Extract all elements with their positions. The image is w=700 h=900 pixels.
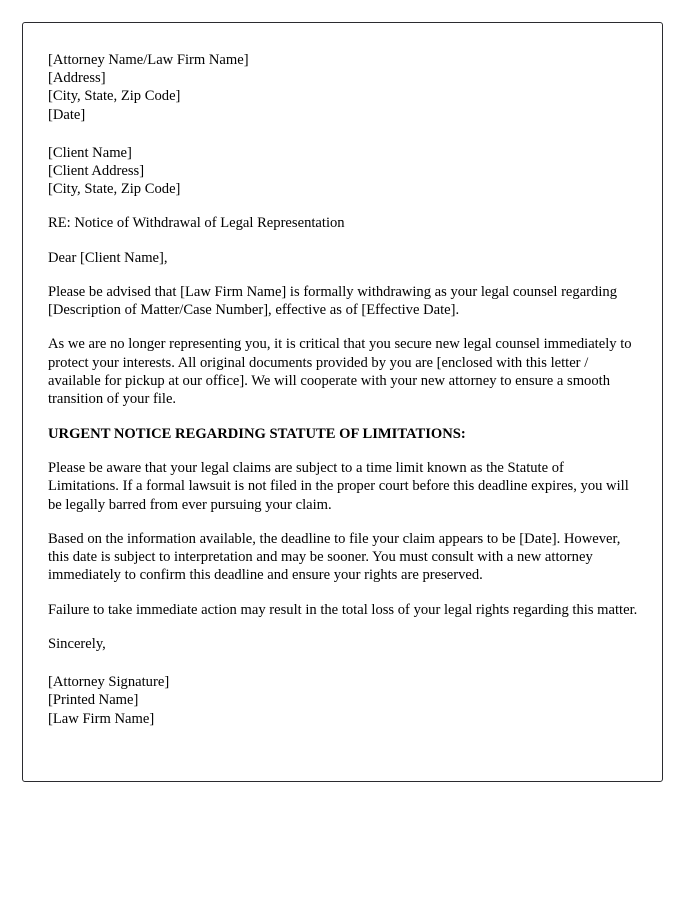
- recipient-line-name: [Client Name]: [48, 144, 132, 161]
- sender-line-city-state-zip: [City, State, Zip Code]: [48, 88, 181, 105]
- sender-line-address: [Address]: [48, 70, 106, 87]
- signature-block: [48, 673, 638, 728]
- closing-salutation: Sincerely,: [48, 635, 106, 652]
- sender-line-date: [Date]: [48, 106, 86, 123]
- urgent-notice-heading: URGENT NOTICE REGARDING STATUTE OF LIMITATIONS:: [48, 425, 466, 442]
- body-paragraph-statute-explanation: Please be aware that your legal claims are subject to a time limit known as the Statute of Limitations. If a formal lawsuit is not filed in the proper court before this deadline expires, you will be legally barred from ever pursuing your claim.: [48, 459, 629, 513]
- letter-content: [48, 51, 638, 728]
- signature-line-firm-name: [Law Firm Name]: [48, 710, 155, 727]
- recipient-line-address: [Client Address]: [48, 163, 145, 180]
- recipient-line-city-state-zip: [City, State, Zip Code]: [48, 181, 181, 198]
- sender-line-firm: [Attorney Name/Law Firm Name]: [48, 52, 249, 68]
- signature-line-printed-name: [Printed Name]: [48, 692, 139, 709]
- body-paragraph-deadline: Based on the information available, the deadline to file your claim appears to be [Date]. However, this date is subject to interpretation and may be sooner. You must consult with a new attorney immediately to confirm this deadline and ensure your rights are preserved.: [48, 530, 621, 584]
- signature-line-attorney: [Attorney Signature]: [48, 674, 170, 691]
- recipient-address-block: [48, 144, 638, 199]
- salutation: Dear [Client Name],: [48, 249, 168, 266]
- body-paragraph-failure-warning: Failure to take immediate action may result in the total loss of your legal rights regarding this matter.: [48, 601, 638, 618]
- body-paragraph-new-counsel: As we are no longer representing you, it is critical that you secure new legal counsel immediately to protect your interests. All original documents provided by you are [enclosed with this letter / available for pickup at our office]. We will cooperate with your new attorney to ensure a smooth transition of your file.: [48, 336, 632, 408]
- letter-border-frame: [22, 22, 663, 782]
- body-paragraph-withdrawal: Please be advised that [Law Firm Name] is formally withdrawing as your legal counsel regarding [Description of Matter/Case Number], effective as of [Effective Date].: [48, 283, 617, 319]
- sender-address-block: [48, 51, 638, 124]
- subject-line: RE: Notice of Withdrawal of Legal Representation: [48, 215, 345, 232]
